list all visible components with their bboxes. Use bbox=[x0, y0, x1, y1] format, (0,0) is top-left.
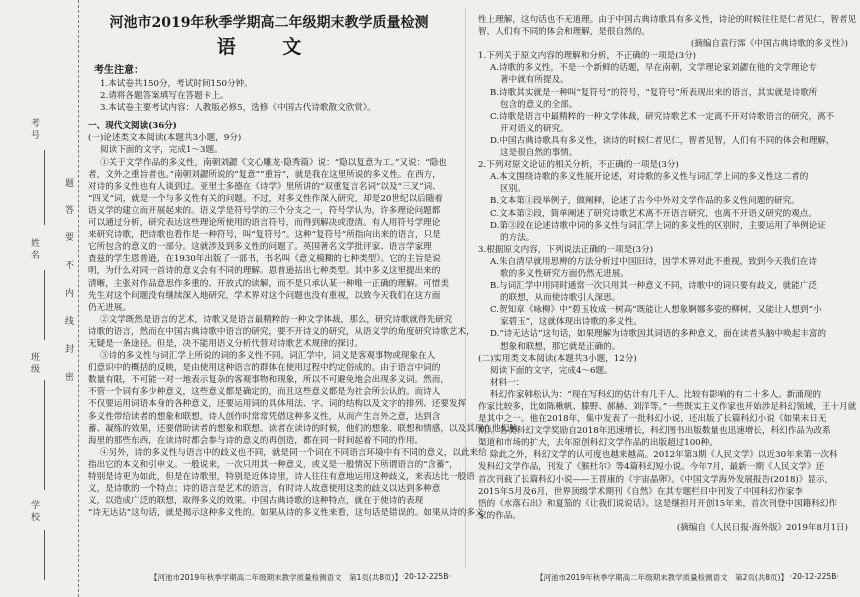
text-line: 发科幻文学作品，刊发了《猴杜尔》等4篇科幻短小说。今年7月，最新一期《人民文学》还 bbox=[478, 462, 825, 473]
text-line: 明，为什么对同一首诗的意义会有不同的理解。恩普逊拈出七种类型。其中多义这里提出来的 bbox=[88, 266, 441, 277]
text-line: 2.下列对原文论证的相关分析，不正确的一项是(3分) bbox=[478, 160, 679, 171]
text-line: 一、现代文阅读(36分) bbox=[88, 121, 177, 132]
text-line: C.文本第②段，简单阐述了研究诗歌艺术离不开语言研究，也离不开语义研究的观点。 bbox=[490, 208, 817, 219]
text-line: ③诗的多义性与词汇学上所说的词的多义性不同。词汇学中，词义是客观事物或现象在人 bbox=[100, 351, 436, 362]
xingming-line bbox=[44, 270, 45, 340]
text-line: ②文学既然是语言的艺术，诗歌又是语言最精粹的一种文学体裁，那么，研究诗歌就得先研究 bbox=[100, 314, 453, 325]
text-line: (二)实用类文本阅读(本题共3小题，12分) bbox=[478, 353, 637, 364]
right-column bbox=[478, 14, 857, 534]
right-body bbox=[478, 14, 857, 534]
text-line: 想象和联想，那它就是正确的。 bbox=[500, 341, 621, 352]
text-line: 歌的多义性研究方面仍然无进展。 bbox=[500, 268, 629, 279]
text-line: (一)论述类文本阅读(本题共3小题，9分) bbox=[88, 133, 242, 144]
text-line: 语义学的建立而开展起来的。语义学是符号学的三个分支之一，符号学认为，许多理论问题都 bbox=[88, 205, 441, 216]
banji-label: 班级 bbox=[29, 352, 39, 376]
notice-heading: 考生注意： bbox=[94, 65, 144, 76]
nei-char: 内 bbox=[63, 288, 73, 300]
text-line: 多义性带给读者的想象和联想，诗人创作时常常凭借这种多义性，从而产生言外之意，达到含 bbox=[88, 411, 441, 422]
text-line: 们意识中的概括的反映，是由使用这种语言的群体在使用过程中约定俗成的。由于语言中词的 bbox=[88, 363, 441, 374]
xingming-label: 姓名 bbox=[29, 238, 39, 262]
text-line: 数量有限，不可能一对一地表示复杂的客观事物和现象，所以不可避免地会出现多义词。然而， bbox=[88, 375, 449, 386]
kaohao-line bbox=[44, 150, 45, 225]
text-line: 悟的《水落石出》和夏笳的《让我们说说话》。这是继担月开创15年来，首次刊登中国籍科幻作 bbox=[478, 498, 837, 509]
text-line: B.与词汇学中用同时通常一次只用其一种意义不同，诗歌中的词只要有歧义，就能广泛 bbox=[490, 281, 818, 292]
text-line: 诗歌的语言，然而在中国古典诗歌中语言的研究，要不开诗义的研究，从语义学的角度研究诗歌艺术， bbox=[88, 326, 475, 337]
text-line: 性上理解，这句话也不无道理。由于中国古典诗歌具有多义性，诗论的时候往往是仁者见仁，智者见 bbox=[478, 15, 857, 25]
exam-title: 河池市2019年秋季学期高二年级期末教学质量检测 bbox=[109, 15, 429, 31]
text-line: D.“诗无达诂”这句话，如果理解为诗歌因其词语的多种意义，面在读者头脑中唤起丰富的 bbox=[490, 329, 827, 340]
mi-char: 密 bbox=[63, 372, 73, 384]
text-line: 包含的意义的全部。 bbox=[500, 99, 578, 110]
text-line: 蓄、凝练的效果，还要借助读者的想象和联想。读者在读诗的时候，他们的想象、联想和情感，以及其现在他们脑 bbox=[88, 423, 518, 434]
feng-char: 封 bbox=[63, 344, 73, 356]
text-line: 区别。 bbox=[500, 184, 526, 195]
text-line: 义，是诗歌的一个特点；诗的语言是艺术的语言，有时诗人故意使用这类的歧义以达到多种意 bbox=[88, 484, 441, 495]
text-line: 对诗的多义性也有人谈到过。亚里士多德在《诗学》里所讲的“双重复言名词”以及“三叉”词、 bbox=[88, 181, 441, 192]
text-line: 作家比较多，比如陈楸帆、滕野、郝赫、刘洋等。”一些既实主义作家也开始涉足科幻领域，王十月就 bbox=[478, 402, 857, 412]
text-line: 2015年5月及6月，世界顶级学术期刊《自然》在其专题栏目中刊发了中国科幻作家李 bbox=[478, 486, 803, 497]
text-line: 的联想，从而使诗歌引人深思。 bbox=[500, 293, 621, 304]
text-line: 指出它的本义和引申义。一般说来，一次只用其一种意义，或义是一般情况下所谓语言的“含蓄”， bbox=[88, 459, 458, 470]
subject-title: 语 文 bbox=[216, 36, 322, 58]
text-line: 阅读下面的文字，完成1～3题。 bbox=[100, 145, 223, 156]
text-line: 查兹的学生恩普逊，在1930年出版了一部书，书名叫《意义模糊的七种类型》。它的主旨是说 bbox=[88, 254, 441, 265]
notice-item: 1.本试卷共150分，考试时间150分钟。 bbox=[100, 79, 253, 89]
text-line: 它所包含的意义的一部分。这就涉及到多义性的问题了。英国著名文学批评家、语言学家理 bbox=[88, 242, 432, 253]
notice-item: 2.请将各题答案填写在答题卡上。 bbox=[100, 91, 229, 102]
text-line: 家的作品。 bbox=[478, 510, 521, 521]
footer-right: 【河池市2019年秋季学期高二年级期末教学质量检测语文 第2页(共8页)】 bbox=[536, 573, 788, 582]
text-line: 著中就有所提及。 bbox=[500, 75, 569, 86]
footer-right-code: ·20-12-225B· bbox=[790, 572, 839, 581]
text-line: 可以通过分析，研究表达这些理论所使用的语言符号，而得到解决或澄清。有人用符号学理论 bbox=[88, 218, 441, 229]
text-line: C.诗歌是语言中最精粹的一种文学体裁，研究诗歌艺术一定离不开对诗歌语言的研究，离不 bbox=[490, 111, 835, 122]
text-line: “四叉”词，就是一个与多义性有关的问题。不过，对多义性作深入研究，却是20世纪以后随着 bbox=[88, 193, 443, 204]
text-line: 不管一个词有多少种意义，这些意义都是确定的，而且这些意义都是为社会所公认的。而诗人 bbox=[88, 387, 441, 398]
footer-left-code: ·20-12-225B· bbox=[402, 572, 451, 581]
text-line: C.贺知章《咏柳》中“碧玉妆成一树高”既能让人想象婀娜多姿的柳树，又能让人想到“小 bbox=[490, 305, 822, 316]
footer-left: 【河池市2019年秋季学期高二年级期末教学质量检测语文 第1页(共8页)】 bbox=[150, 573, 402, 582]
kaohao-label: 考号 bbox=[29, 118, 39, 142]
text-line: A.本文围绕诗歌的多义性展开论述，对诗歌的多义性与词汇学上词的多义性这二者的 bbox=[490, 172, 809, 183]
text-line: 仍无进展。 bbox=[88, 302, 131, 313]
text-line: 渠道和市场的扩大，去年原创科幻文学作品的出版超过100种。 bbox=[478, 438, 718, 449]
text-line: ①关于文学作品的多义性，南朝刘勰《文心雕龙·隐秀篇》说：“隐以复意为工。”又说：“隐也 bbox=[100, 157, 447, 168]
text-line: 清晰，主张对作品意思作多重的、开放式的读解，而不是只承认某一种唯一正确的理解。可惜美 bbox=[88, 278, 449, 289]
text-line: 开对语义的研究。 bbox=[500, 123, 569, 134]
bu-char: 不 bbox=[63, 260, 73, 272]
page-divider bbox=[465, 8, 466, 568]
text-line: 除此之外，科幻文学的认可度也越来越高。2012年第3期《人民文学》以近30年来第一次科 bbox=[490, 450, 838, 461]
banji-line bbox=[44, 380, 45, 490]
binding-margin bbox=[0, 0, 79, 597]
text-line: 智，人们有不同的体会和理解，是很自然的。 bbox=[478, 27, 650, 38]
text-line: 1.下列关于原文内容的理解和分析，不正确的一项是(3分) bbox=[478, 51, 697, 62]
text-line: 是其中之一。他在2018年，集中发表了一批科幻小说，还出版了长篇科幻小说《如果末日无 bbox=[478, 414, 827, 425]
da-char: 答 bbox=[63, 205, 73, 217]
text-line: ④另外，诗的多义性与语言中的歧义也不同，就是同一个词在不同语言环境中有不同的意义，以此来给 bbox=[100, 447, 487, 458]
text-line: 的方法。 bbox=[500, 232, 535, 243]
text-line: (摘编自袁行霈《中国古典诗歌的多义性》) bbox=[690, 39, 848, 50]
text-line: 期》。各类科幻文学奖励自2018年迅速增长，科幻图书出版数量也迅速增长，科幻作品为改系 bbox=[478, 426, 831, 437]
text-line: 者，文外之重旨者也。”南朝刘勰所说的“复意”“重旨”，就是我在这里所说的多义性。在西方， bbox=[88, 169, 441, 180]
text-line: 材料一： bbox=[490, 377, 525, 388]
text-line: D.第③段在论述诗歌中词的多义性与词汇学上词的多义性的区别时，主要运用了举例论证 bbox=[490, 220, 826, 231]
ti-char: 题 bbox=[63, 178, 73, 190]
xuexiao-label: 学校 bbox=[29, 500, 39, 524]
notice-item: 3.本试卷主要考试内容：人教版必修5，选修《中国古代诗歌散文欣赏》。 bbox=[100, 103, 376, 114]
text-line: B.文本第①段举例子，做阐释，论述了古今中外对文学作品的多义性问题的研究。 bbox=[490, 196, 800, 207]
xian-char: 线 bbox=[63, 316, 73, 328]
text-line: 特别是诗更为如此，但是在诗歌里，特别是近体诗里，诗人往往有意地运用这种歧义，来表达比一般语 bbox=[88, 472, 475, 482]
text-line: 海里的那些东西，在读诗时都会参与诗的意义的再创造，都在同一时间起着不同的作用。 bbox=[88, 435, 424, 446]
text-line: 义，以造成广泛的联想，取得多义的效果。中国古典诗歌的这种特点，就在于使诗的表现 bbox=[88, 496, 424, 507]
text-line: A.诗歌的多义性，不是一个新鲜的话题，早在南朝，文学理论家刘勰在他的文学理论专 bbox=[490, 63, 817, 74]
text-line: 科幻作家韩松认为：“现在写科幻的估计有几千人。比较有影响的有二十多人。新涌现的 bbox=[490, 389, 821, 400]
text-line: 来研究诗歌，把诗歌也看作是一种符号，叫“复符号”。这种“复符号”所指向出来的语言，只是 bbox=[88, 230, 441, 241]
text-line: 家碧玉”，这就体现出诗歌的多义性。 bbox=[500, 317, 642, 328]
text-line: 先生对这个问题没有继续深入地研究，学术界对这个问题也没有重视，以致今天我们在这方面 bbox=[88, 290, 441, 301]
text-line: 阅读下面的文字，完成4～6题。 bbox=[490, 365, 613, 376]
text-line: B.诗歌其实就是一种叫“复符号”的符号，“复符号”所表现出来的语言，其实就是诗歌所 bbox=[490, 87, 818, 98]
text-line: D.中国古典诗歌具有多义性，读诗的时候仁者见仁，智者见智，人们有不同的体会和理解， bbox=[490, 135, 835, 146]
yao-char: 要 bbox=[63, 232, 73, 244]
text-line: 不仅要运用词语本身的各种意义，还要运用词的具体用法、字、词的结构以及文字的排列、还要发挥 bbox=[88, 399, 467, 410]
text-line: 这是很自然的事情。 bbox=[500, 148, 578, 159]
text-line: A.朱自清早就用思辨的方法分析过中国旧诗，因学术界对此不重视，致到今天我们在诗 bbox=[490, 256, 817, 267]
text-line: (摘编自《人民日报·海外版》2019年8月1日) bbox=[676, 522, 848, 533]
text-line: “诗无达诂”这句话，就是揭示这种多义性的。如果从诗的多义性来看，这句话是错误的。如果从诗的多义 bbox=[88, 508, 484, 519]
text-line: 3.根据原文内容，下列说法正确的一项是(3分) bbox=[478, 244, 654, 255]
text-line: 无疑是一条途径。但是，决不能用语义分析代替对诗歌艺术规律的探讨。 bbox=[88, 338, 364, 349]
text-line: 首次刊载了长篇科幻小说——王晋康的《宇宙晶卵》。《中国文学海外发展报告(2018)》显示， bbox=[478, 474, 834, 485]
xuexiao-line bbox=[44, 530, 45, 580]
